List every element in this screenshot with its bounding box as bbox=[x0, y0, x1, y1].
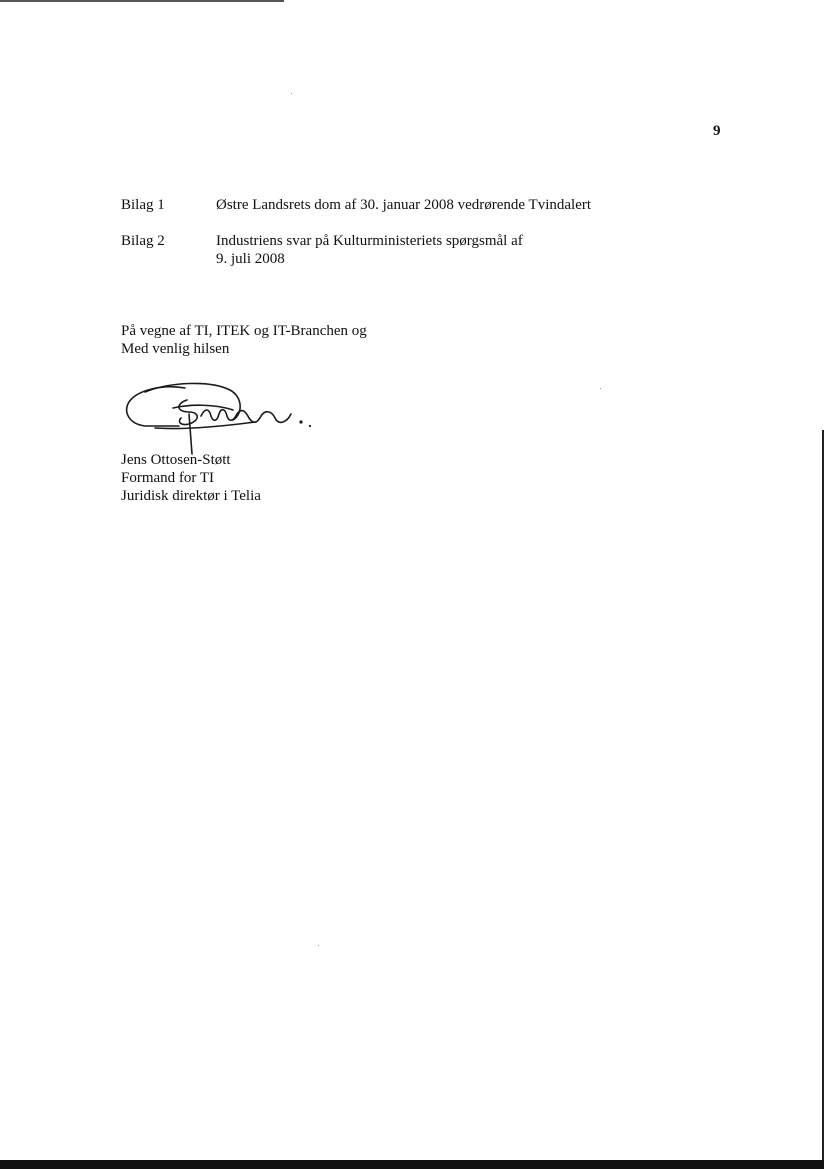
scan-speck bbox=[291, 93, 292, 94]
closing-line: På vegne af TI, ITEK og IT-Branchen og bbox=[121, 323, 367, 339]
scan-bottom-edge bbox=[0, 1160, 824, 1169]
enclosure-description-line: 9. juli 2008 bbox=[216, 251, 285, 267]
signer-block bbox=[121, 451, 261, 505]
closing-line: Med venlig hilsen bbox=[121, 341, 230, 357]
scan-top-rule bbox=[0, 0, 284, 2]
enclosure-description-line: Industriens svar på Kulturministeriets spørgsmål af bbox=[216, 233, 523, 249]
signer-title: Formand for TI bbox=[121, 470, 215, 486]
page-number: 9 bbox=[713, 123, 721, 139]
enclosure-description bbox=[216, 232, 636, 268]
enclosure-description bbox=[216, 196, 636, 214]
enclosure-label: Bilag 2 bbox=[121, 233, 165, 249]
handwritten-signature bbox=[115, 370, 325, 455]
scan-speck bbox=[600, 388, 601, 389]
signer-name: Jens Ottosen-Støtt bbox=[121, 452, 231, 468]
enclosure-description-line: Østre Landsrets dom af 30. januar 2008 vedrørende Tvindalert bbox=[216, 197, 592, 213]
enclosure-label: Bilag 1 bbox=[121, 197, 165, 213]
signer-role: Juridisk direktør i Telia bbox=[121, 488, 261, 504]
scan-speck bbox=[318, 945, 319, 946]
closing-salutation bbox=[121, 322, 367, 358]
